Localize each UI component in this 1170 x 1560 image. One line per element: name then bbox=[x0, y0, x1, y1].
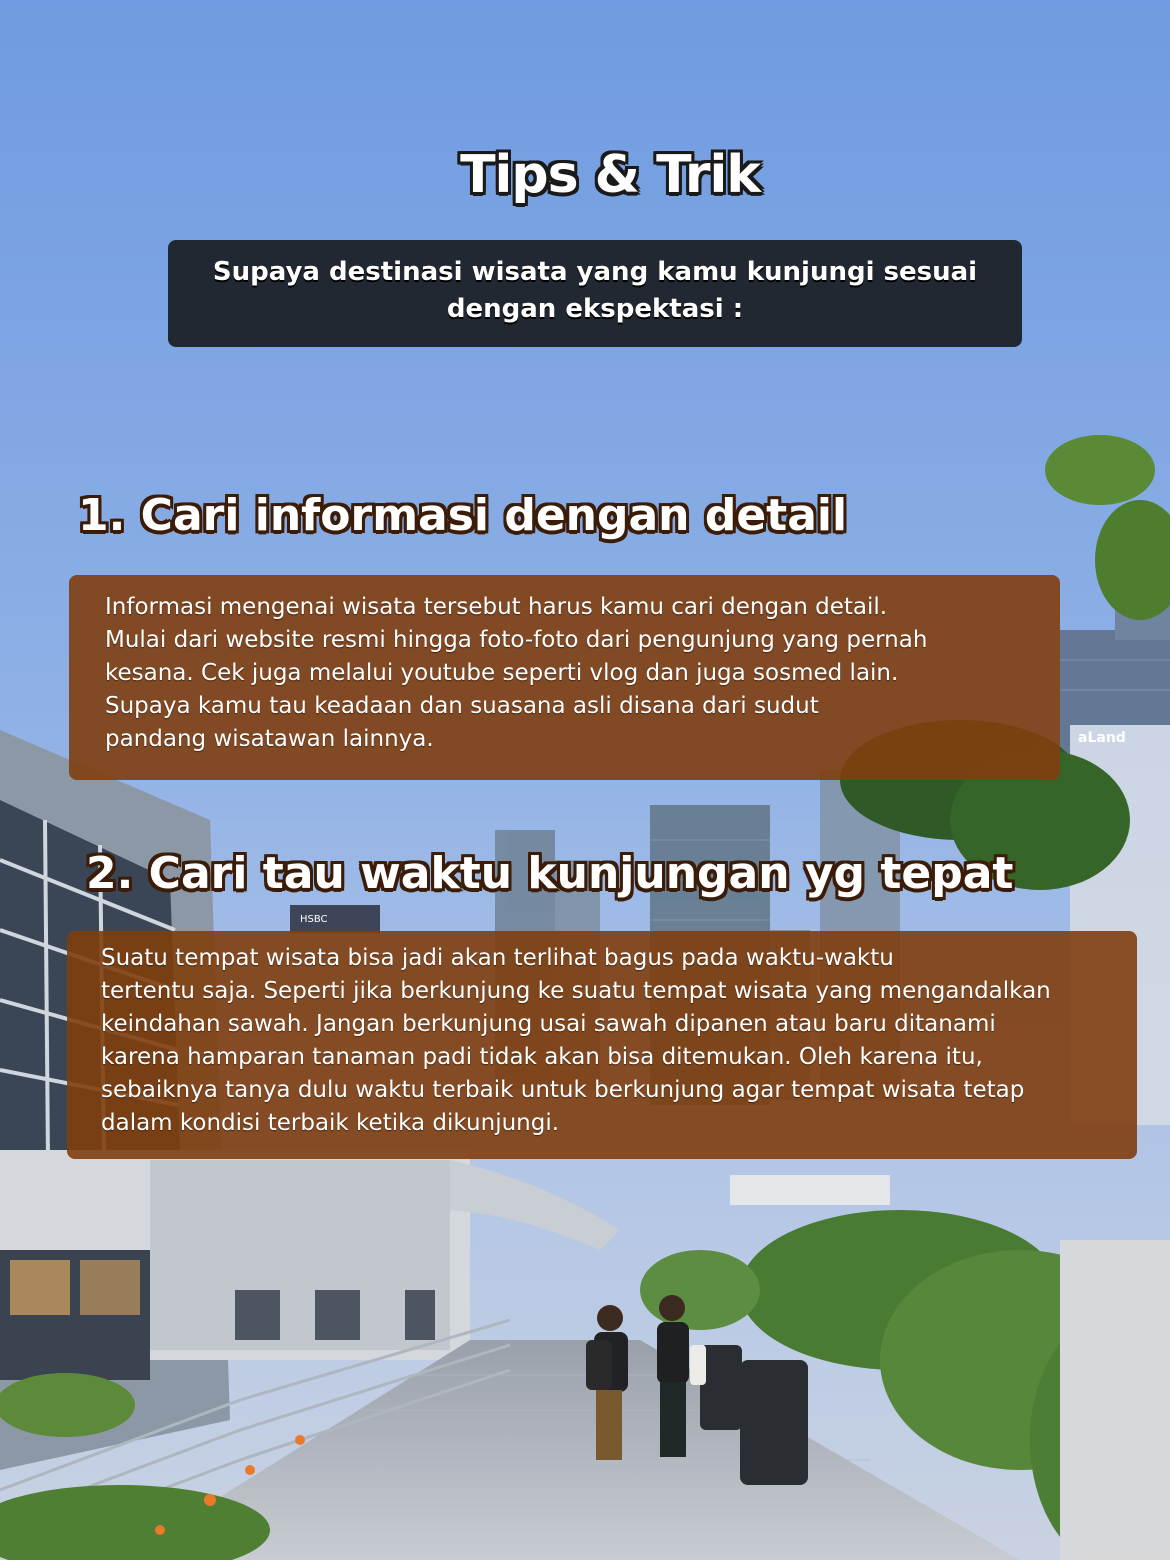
building-sign: aLand bbox=[1078, 730, 1126, 746]
tip-1-line: pandang wisatawan lainnya. bbox=[105, 726, 434, 752]
tip-2-heading: 2. Cari tau waktu kunjungan yg tepat bbox=[86, 848, 1014, 899]
tip-2-line: sebaiknya tanya dulu waktu terbaik untuk berkunjung agar tempat wisata tetap bbox=[101, 1077, 1025, 1103]
hsbc-sign: HSBC bbox=[300, 914, 328, 925]
tip-1-line: Informasi mengenai wisata tersebut harus kamu cari dengan detail. bbox=[105, 594, 888, 620]
tip-1-card bbox=[69, 575, 1060, 780]
page-title: Tips & Trik bbox=[460, 145, 760, 205]
tip-1-heading: 1. Cari informasi dengan detail bbox=[78, 490, 848, 541]
road-sign-board bbox=[730, 1175, 890, 1205]
tip-2-card bbox=[67, 931, 1137, 1159]
tip-1-line: Mulai dari website resmi hingga foto-foto dari pengunjung yang pernah bbox=[105, 627, 928, 653]
tip-2-line: dalam kondisi terbaik ketika dikunjungi. bbox=[101, 1110, 560, 1136]
trash-bin bbox=[700, 1345, 742, 1430]
tip-2-line: keindahan sawah. Jangan berkunjung usai sawah dipanen atau baru ditanami bbox=[101, 1011, 996, 1037]
subtitle-box bbox=[168, 240, 1022, 347]
subtitle-line: Supaya destinasi wisata yang kamu kunjungi sesuai bbox=[212, 257, 978, 287]
trash-bin bbox=[740, 1360, 808, 1485]
tip-1-line: kesana. Cek juga melalui youtube seperti vlog dan juga sosmed lain. bbox=[105, 660, 899, 686]
tip-2-line: Suatu tempat wisata bisa jadi akan terlihat bagus pada waktu-waktu bbox=[101, 945, 894, 971]
planter-wall bbox=[1060, 1240, 1170, 1560]
tip-1-line: Supaya kamu tau keadaan dan suasana asli disana dari sudut bbox=[105, 693, 819, 719]
tip-2-line: tertentu saja. Seperti jika berkunjung ke suatu tempat wisata yang mengandalkan bbox=[101, 978, 1051, 1004]
tip-2-line: karena hamparan tanaman padi tidak akan bisa ditemukan. Oleh karena itu, bbox=[101, 1044, 983, 1070]
subtitle-line: dengan ekspektasi : bbox=[446, 294, 744, 324]
